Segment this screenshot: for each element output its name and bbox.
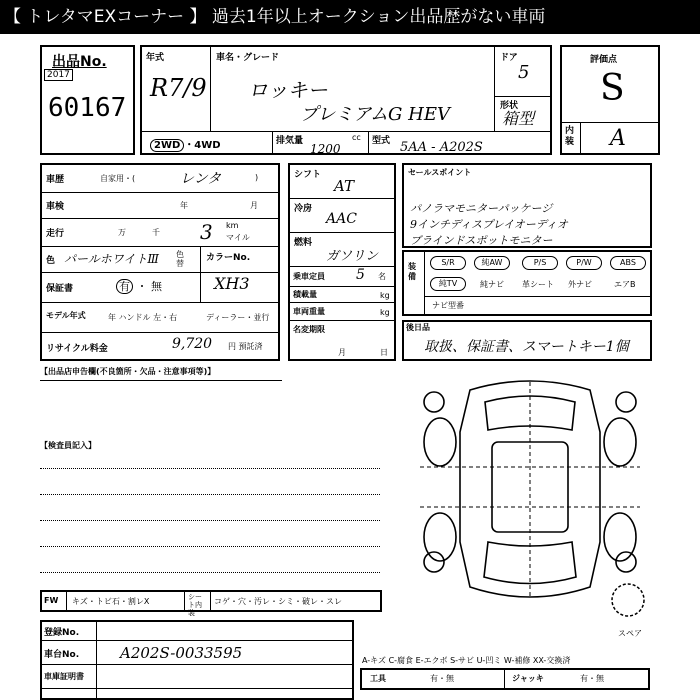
model-label: 型式: [372, 136, 391, 146]
shift-value: AT: [334, 177, 355, 195]
recycle-label: リサイクル料金: [46, 344, 108, 354]
damage-codes: A-キズ C-腐食 E-エクボ S-サビ U-凹ミ W-補修 XX-交換済: [362, 656, 571, 665]
fw-text: キズ・トビ石・割レX: [72, 597, 150, 606]
inspection-label: 車検: [46, 202, 65, 212]
inspection-year-unit: 年: [180, 201, 188, 210]
seat-text: コゲ・穴・汚レ・シミ・破レ・スレ: [214, 597, 342, 606]
equip-airbag: エアB: [614, 280, 636, 289]
warranty-label: 保証書: [46, 284, 74, 294]
listing-number: 60167: [48, 93, 127, 123]
ac-label: 冷房: [294, 204, 313, 214]
model-year-label: モデル年式: [46, 311, 86, 320]
cert-label: 車庫証明書: [44, 672, 84, 681]
seats-unit: 名: [378, 272, 386, 281]
jack-label: ジャッキ: [512, 674, 544, 683]
change-month: 月: [338, 348, 346, 357]
weight-unit: kg: [380, 308, 390, 317]
change-day: 日: [380, 348, 388, 357]
navi-model-label: ナビ型番: [432, 301, 464, 310]
seats-label: 乗車定員: [293, 272, 325, 281]
mileage-mile: マイル: [226, 233, 250, 242]
drive-dot: ・: [184, 140, 195, 151]
grade-value: プレミアムG HEV: [300, 104, 450, 125]
equip-aw: 純AW: [474, 256, 510, 270]
color-label: 色: [46, 256, 56, 266]
change-label: 名変期限: [293, 325, 325, 334]
drive-2wd: 2WD: [150, 139, 184, 152]
seat-label: シート内装: [188, 593, 202, 617]
inspection-month-unit: 月: [250, 201, 258, 210]
warranty-no: 無: [151, 280, 162, 293]
interior-label: 内装: [565, 126, 575, 147]
jack-value: 有・無: [580, 674, 604, 683]
mileage-sen: 千: [152, 228, 160, 237]
fw-label: FW: [44, 596, 59, 605]
equipment-label: 装備: [408, 262, 416, 281]
history-options: 自家用・(: [100, 174, 136, 183]
color-no-value: XH3: [214, 274, 250, 293]
mileage-km: km: [226, 221, 239, 230]
sales-point-3: ブラインドスポットモニター: [410, 234, 553, 247]
eval-label: 評価点: [590, 55, 618, 65]
spare-label: スペア: [618, 629, 642, 638]
listing-box: [40, 45, 135, 155]
header-banner: 【 トレタマEXコーナー 】 過去1年以上オークション出品歴がない車両: [0, 0, 700, 34]
year-value: R7/9: [150, 74, 207, 102]
mileage-value: 3: [200, 220, 213, 244]
load-label: 積載量: [293, 290, 317, 299]
sales-point-2: 9インチディスプレイオーディオ: [410, 218, 568, 231]
mileage-label: 走行: [46, 229, 65, 239]
seller-notes-label: 【出品店申告欄(不良箇所・欠品・注意事項等)】: [40, 367, 216, 376]
fuel-label: 燃料: [294, 238, 313, 248]
history-close: ): [255, 173, 259, 182]
year-label: 年式: [146, 53, 165, 63]
displacement-value: 1200: [310, 142, 341, 156]
recycle-value: 9,720: [172, 336, 213, 352]
warranty-options: 有 ・ 無: [116, 278, 162, 294]
mileage-man: 万: [118, 228, 126, 237]
warranty-yes: 有: [116, 279, 133, 294]
reg-label: 登録No.: [44, 628, 80, 638]
color-value: パールホワイトⅢ: [64, 252, 159, 266]
chassis-label: 車台No.: [44, 650, 80, 660]
listing-label: 出品No.: [52, 54, 107, 70]
drive-4wd: 4WD: [194, 140, 221, 151]
car-diagram: [400, 372, 660, 622]
ac-value: AAC: [326, 211, 357, 227]
drive-type: [150, 136, 221, 151]
equip-ps: P/S: [522, 256, 558, 270]
color-no-label: カラーNo.: [206, 253, 251, 263]
sales-label: セールスポイント: [408, 168, 472, 177]
history-value: レンタ: [180, 171, 222, 187]
name-value: ロッキー: [248, 78, 328, 102]
equip-leather: 革シート: [522, 280, 554, 289]
equip-sr: S/R: [430, 256, 466, 270]
shift-label: シフト: [294, 170, 322, 180]
eval-value: S: [600, 68, 625, 109]
name-label: 車名・グレード: [216, 53, 280, 63]
sales-point-1: パノラマモニターパッケージ: [410, 202, 553, 215]
shape-value: 箱型: [502, 109, 535, 128]
seats-value: 5: [356, 267, 365, 283]
equip-ext-navi: 外ナビ: [568, 280, 592, 289]
tools-box: [360, 668, 650, 690]
interior-value: A: [610, 126, 626, 151]
history-label: 車歴: [46, 175, 65, 185]
model-value: 5AA - A202S: [400, 140, 483, 155]
tools-label: 工具: [370, 674, 386, 683]
handle-label: 年 ハンドル 左・右: [108, 313, 178, 322]
doors-label: ドア: [500, 53, 518, 63]
dealer-label: ディーラー・並行: [206, 313, 270, 322]
doors-value: 5: [518, 62, 530, 83]
color-suffix: 色替: [176, 250, 184, 268]
inspector-notes-label: 【検査員記入】: [40, 441, 96, 450]
accessories-label: 後日品: [406, 323, 430, 332]
accessories-value: 取扱、保証書、スマートキー1個: [424, 339, 629, 355]
displacement-unit: cc: [352, 133, 361, 142]
fuel-value: ガソリン: [326, 249, 379, 264]
load-unit: kg: [380, 291, 390, 300]
weight-label: 車両重量: [293, 307, 325, 316]
equip-pw: P/W: [566, 256, 602, 270]
chassis-value: A202S-0033595: [120, 644, 243, 662]
recycle-suffix: 円 預託済: [228, 342, 263, 351]
displacement-label: 排気量: [276, 136, 304, 146]
listing-year-tag: 2017: [44, 69, 73, 81]
tools-value: 有・無: [430, 674, 454, 683]
equip-abs: ABS: [610, 256, 646, 270]
equip-navi: 純ナビ: [480, 280, 504, 289]
shape-label: 形状: [500, 101, 519, 111]
equip-tv: 純TV: [430, 277, 466, 291]
